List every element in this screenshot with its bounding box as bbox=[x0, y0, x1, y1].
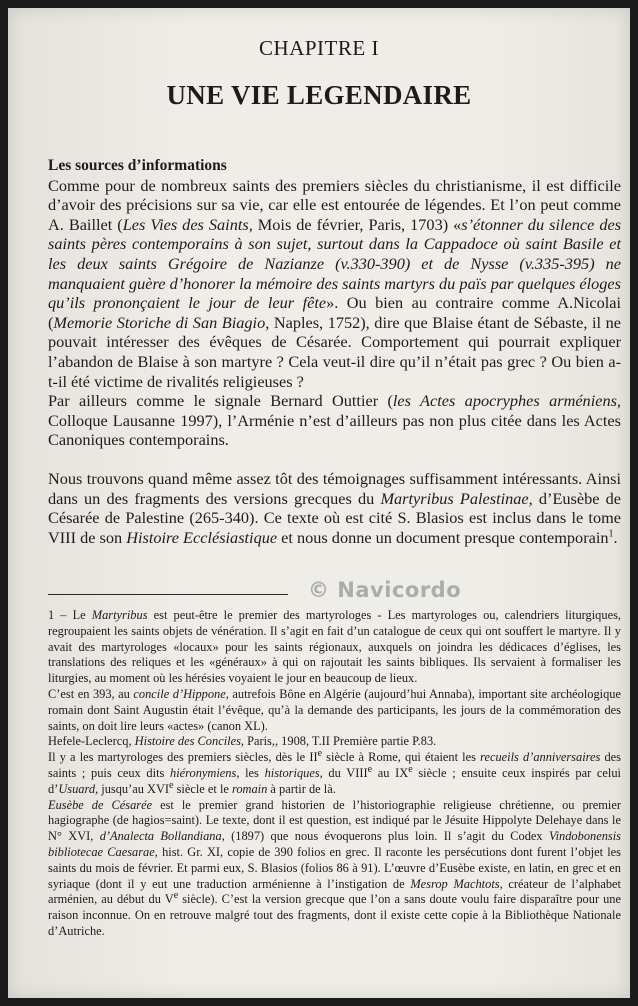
text-run: Par ailleurs comme le signale Bernard Outtier ( bbox=[48, 391, 393, 411]
text-run: les bbox=[239, 765, 265, 780]
superscript: e bbox=[173, 890, 179, 902]
italic-run: d’Analecta Bollandiana, bbox=[99, 829, 225, 844]
italic-run: Histoire Ecclésiastique bbox=[126, 527, 278, 547]
text-run: . bbox=[613, 527, 618, 547]
italic-run: Histoire des Conciles, bbox=[134, 734, 244, 749]
paragraph-gap bbox=[48, 450, 621, 469]
text-run: C’est en 393, au bbox=[48, 686, 134, 701]
section-heading: Les sources d’informations bbox=[48, 157, 227, 174]
text-run: est peut-être le premier des martyrologes - Les martyrologes ou, calendriers liturgiques, regroupaient les saints objets de vénération. Il s’agit en fait d’un catalogue de ceux qui ont souffert le martyre. Il y avait des martyrologes «locaux» pour les saints régionaux, auxquels on joindra les dédicaces d’églises, les translations des reliques et les «généraux» à qui on rajoutait les saints bibliques. Ils servaient à formaliser les liturgies, au moment où les hérésies voyaient le jour en beaucoup de lieux. bbox=[48, 608, 621, 686]
text-run: siècle). C’est la version grecque que l’on a sans doute voulu faire disparaître pour une raison inconnue. On en retrouve malgré tout des fragments, dont il existe cette copie à la Bibliothèque Nationale d’Autriche. bbox=[48, 892, 621, 938]
watermark: © Navicordo bbox=[308, 578, 462, 602]
text-run: Hefele-Leclercq, bbox=[48, 734, 135, 749]
italic-run: hiéronymiens, bbox=[170, 765, 240, 780]
superscript: e bbox=[408, 763, 413, 775]
footnote-paragraph bbox=[48, 750, 621, 797]
footnote-separator bbox=[48, 594, 288, 595]
italic-quote: s’étonner du silence des saints pères contemporains à son sujet, surtout dans la Cappadoce où saint Basile et les deux saints Grégoire de Nazianze (v.330-390) et de Nysse (v.335-395) ne manquaient guère d’honorer la mémoire des saints martyrs du païs par quelques éloges qu’ils prononçaient le jour de leur fête bbox=[48, 214, 622, 313]
text-run: d’Eusèbe de Césarée de Palestine (265-340). Ce texte où est cité S. Blasios est inclus dans le tome VIII de son bbox=[48, 488, 621, 547]
italic-run: romain bbox=[231, 781, 268, 796]
paragraph-3 bbox=[48, 469, 621, 547]
text-run: siècle et le bbox=[173, 781, 232, 796]
superscript: e bbox=[367, 763, 373, 775]
text-run: à partir de là. bbox=[267, 781, 336, 796]
text-run: (1897) que nous évoquerons plus loin. Il s’agit du Codex bbox=[224, 829, 549, 844]
italic-run: Mesrop Machtots, bbox=[410, 876, 503, 891]
text-run: jusqu’au XVI bbox=[98, 781, 170, 796]
footnote-paragraph bbox=[48, 798, 621, 940]
superscript: e bbox=[169, 779, 174, 791]
text-run: Nous trouvons quand même assez tôt des témoignages suffisamment intéressants. Ainsi dans un des fragments des versions grecques du bbox=[48, 468, 621, 508]
footnote-marker: 1 bbox=[608, 528, 614, 540]
text-run: et nous donne un document presque contemporain bbox=[277, 527, 609, 547]
text-run: créateur de l’alphabet arménien, au début du V bbox=[48, 876, 621, 907]
italic-run: Usuard, bbox=[58, 781, 99, 796]
book-page bbox=[8, 8, 630, 998]
footnote-paragraph bbox=[48, 734, 621, 750]
text-run: Naples, 1752), dire que Blaise étant de Sébaste, il ne pouvait intéresser des évêques de Césarée. Comportement qui pourrait expliquer l’abandon de Blaise à son martyre ? Cela veut-il dire qu’il n’était pas grec ? Ou bien a-t-il été victime de rivalités religieuses ? bbox=[48, 312, 621, 391]
paragraph-1 bbox=[48, 176, 621, 392]
italic-run: Martyribus Palestinae, bbox=[380, 488, 533, 508]
text-run: Il y a les martyrologes des premiers siècles, dès le II bbox=[48, 750, 318, 765]
italic-run: historiques, bbox=[264, 765, 323, 780]
text-run: ». Ou bien au contraire comme A.Nicolai ( bbox=[48, 293, 621, 332]
paragraph-2 bbox=[48, 391, 621, 450]
text-run: hist. Gr. XI, copie de 390 folios en grec. Il raconte les persécutions dont furent l’objet les saints du mois de février. Et parmi eux, S. Blasios (folios 86 à 91). L’œuvre d’Eusèbe existe, en latin, en grec et en syriaque (dont il y eut une traduction arménienne à l’instigation de bbox=[48, 844, 621, 891]
text-run: Paris,, 1908, T.II Première partie P.83. bbox=[244, 734, 437, 749]
text-run: Colloque Lausanne 1997), l’Arménie n’est d’ailleurs pas non plus citée dans les Actes Canoniques contemporains. bbox=[48, 410, 621, 450]
italic-run: les Actes apocryphes arméniens, bbox=[392, 391, 621, 411]
text-run: Mois de février, Paris, 1703) « bbox=[252, 214, 462, 234]
text-run: siècle ; ensuite ceux inspirés par celui d’ bbox=[48, 765, 622, 796]
chapter-title: UNE VIE LEGENDAIRE bbox=[166, 80, 472, 110]
text-run: siècle à Rome, qui étaient les bbox=[322, 750, 481, 765]
text-run: des saints ; puis ceux dits bbox=[48, 750, 621, 780]
text-run: au IX bbox=[372, 765, 409, 780]
text-run: est le premier grand historien de l’historiographie religieuse chrétienne, ou premier hagiographe (de hagios=saint). Le texte, dont il est question, est indiqué par le Jésuite Hippolyte Delehaye dans le N° XVI, bbox=[48, 797, 621, 844]
footnote-paragraph bbox=[48, 687, 621, 734]
text-run: autrefois Bône en Algérie (aujourd’hui Annaba), important site archéologique romain dont Saint Augustin était l’évêque, qu’à la demande des participants, les jours de la commémoration des saints, on doit lire leurs «actes» (canon XL). bbox=[48, 686, 622, 733]
footnotes bbox=[48, 608, 621, 940]
italic-run: concile d’Hippone, bbox=[133, 686, 229, 701]
italic-run: Vindobonensis bibliotecae Caesarae, bbox=[48, 829, 621, 859]
chapter-label: CHAPITRE I bbox=[259, 36, 379, 60]
main-text bbox=[48, 156, 621, 547]
italic-run: Memorie Storiche di San Biagio, bbox=[53, 312, 270, 332]
italic-run: Martyribus bbox=[91, 608, 148, 622]
superscript: e bbox=[317, 748, 323, 760]
text-run: Comme pour de nombreux saints des premiers siècles du christianisme, il est difficile d’avoir des précisions sur sa vie, car elle est entourée de légendes. Et l’on peut comme A. Baillet ( bbox=[48, 175, 621, 234]
text-run: du VIII bbox=[322, 765, 368, 780]
italic-run: Les Vies des Saints, bbox=[122, 214, 253, 234]
italic-run: recueils d’anniversaires bbox=[480, 750, 601, 765]
footnote-1 bbox=[48, 608, 621, 687]
italic-run: Eusèbe de Césarée bbox=[48, 797, 153, 812]
text-run: 1 – Le bbox=[48, 608, 92, 622]
